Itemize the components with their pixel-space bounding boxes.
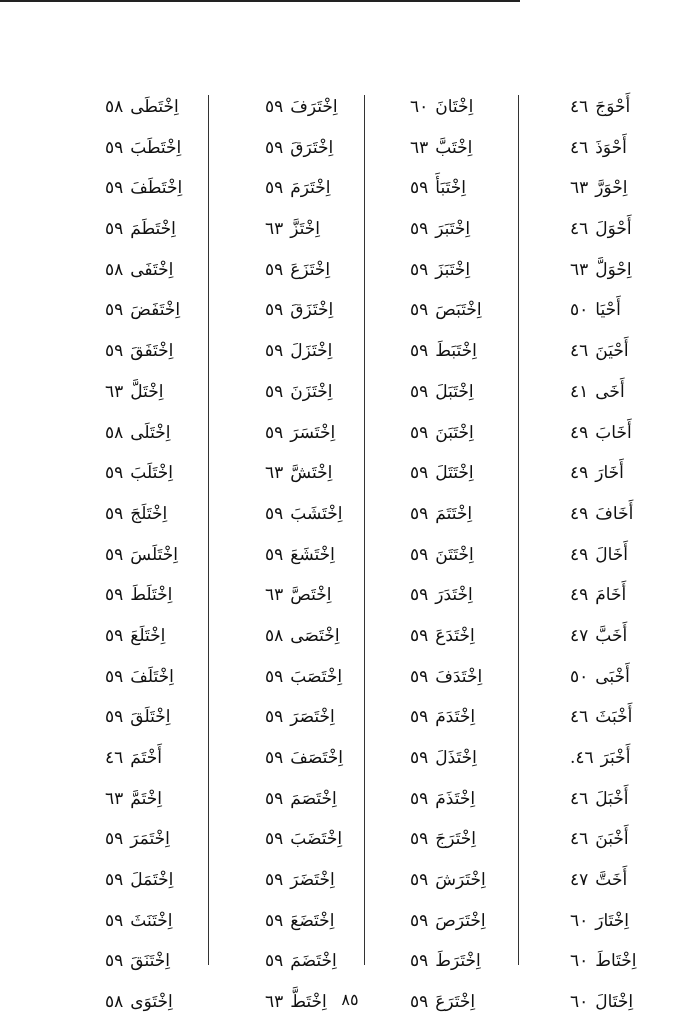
entry-word: أَخَتَّ <box>595 870 628 891</box>
entry-word: اِخْتَنَثَ <box>130 910 173 931</box>
entry-page-number: ٦٠ <box>570 951 589 972</box>
entry-word: اِخْتَطَّ <box>290 992 327 1013</box>
entry-word: أَخْبَنَ <box>595 829 629 850</box>
index-entry <box>570 453 670 494</box>
entry-page-number: ٥٩ <box>410 585 429 606</box>
entry-page-number: ٥٩ <box>410 870 429 891</box>
entry-word: اِخْتَلَطَ <box>130 585 173 606</box>
entry-word: اِحْوَرَّ <box>595 178 628 199</box>
index-entry <box>570 209 670 250</box>
entry-page-number: ٥٩ <box>105 829 124 850</box>
entry-page-number: ٥٨ <box>105 422 124 443</box>
entry-word: اِخْتَزَّ <box>290 219 321 240</box>
entry-word: اِخْتَصَفَ <box>290 748 343 768</box>
index-entry <box>410 616 525 657</box>
index-entry <box>570 941 670 982</box>
entry-word: اِخْتَلَجَ <box>130 503 168 524</box>
entry-page-number: ٥٩ <box>105 666 124 687</box>
index-entry <box>570 331 670 372</box>
index-entry <box>570 535 670 576</box>
entry-page-number: ٦٣ <box>570 178 589 199</box>
entry-page-number: ٤٩ <box>570 503 589 524</box>
entry-page-number: ٦٣ <box>265 219 284 240</box>
entry-page-number: ٤٦ <box>570 137 589 158</box>
entry-page-number: ٥٩ <box>105 585 124 606</box>
entry-page-number: ٥٩ <box>105 137 124 158</box>
entry-page-number: ٥٩ <box>410 951 429 972</box>
entry-word: اِخْتَزَقَ <box>290 300 334 321</box>
index-entry <box>570 657 670 698</box>
index-entry <box>410 413 525 454</box>
index-entry <box>410 372 525 413</box>
entry-page-number: ٦٣ <box>570 259 589 280</box>
index-entry <box>265 616 380 657</box>
entry-word: أَخْتَمَ <box>130 748 162 768</box>
entry-page-number: ٥٩ <box>265 259 284 280</box>
entry-page-number: ٥٨ <box>105 97 124 117</box>
index-entry <box>570 616 670 657</box>
index-entry <box>570 738 670 779</box>
entry-word: اِخْتَذَلَ <box>435 748 477 768</box>
entry-word: اِخْتَرَطَ <box>435 951 481 972</box>
entry-page-number: ٥٨ <box>265 625 284 646</box>
index-entry <box>410 860 525 901</box>
entry-page-number: ٦٣ <box>105 381 124 402</box>
entry-word: اِخْتَصَى <box>290 625 340 646</box>
index-entry <box>265 575 380 616</box>
index-entry <box>570 128 670 169</box>
index-column-1 <box>570 87 670 1023</box>
entry-page-number: ٥٩ <box>105 870 124 891</box>
entry-word: اِخْتَضَمَ <box>290 951 337 972</box>
index-entry <box>265 290 380 331</box>
entry-page-number: ٥٩ <box>410 178 429 199</box>
entry-word: اِخْتَطَى <box>130 97 179 117</box>
entry-page-number: ٥٩ <box>265 829 284 850</box>
entry-page-number: ٥٩ <box>105 503 124 524</box>
index-entry <box>570 494 670 535</box>
index-entry <box>410 128 525 169</box>
index-entry <box>265 738 380 779</box>
entry-word: اِخْتَذَمَ <box>435 788 476 809</box>
entry-word: اِخْتَبَلَ <box>435 381 474 402</box>
index-entry <box>570 87 670 128</box>
entry-page-number: ٦٣ <box>105 788 124 809</box>
entry-page-number: ٥٩ <box>410 748 429 768</box>
entry-word: أَحْوَذَ <box>595 137 627 158</box>
entry-word: اِخْتَصَرَ <box>290 707 335 728</box>
entry-word: أَخْبَرَ <box>600 748 631 768</box>
entry-word: اِخْتَبَرَ <box>435 219 471 240</box>
entry-word: اِخْتَتَنَ <box>435 544 474 565</box>
entry-page-number: ٦٣ <box>410 137 429 158</box>
index-entry <box>105 87 215 128</box>
index-entry <box>105 290 215 331</box>
entry-word: اِخْتَبَصَ <box>435 300 482 321</box>
entry-word: اِخْتَبَطَ <box>435 341 477 362</box>
entry-page-number: ٥٩ <box>105 707 124 728</box>
index-column-3 <box>265 87 380 1023</box>
index-entry <box>105 168 215 209</box>
entry-word: اِخْتَضَبَ <box>290 829 343 850</box>
entry-word: اِخْتَلَبَ <box>130 463 173 484</box>
entry-page-number: ٤٦ <box>570 97 589 117</box>
index-entry <box>105 494 215 535</box>
entry-page-number: ٥٩ <box>410 463 429 484</box>
index-column-4 <box>105 87 215 1023</box>
entry-page-number: ٥٩ <box>265 951 284 972</box>
index-entry <box>410 575 525 616</box>
index-entry <box>265 779 380 820</box>
entry-word: أَخْبَى <box>595 666 630 687</box>
entry-word: اِخْتَنَقَ <box>130 951 170 972</box>
entry-word: أَخْبَلَ <box>595 788 629 809</box>
entry-page-number: ٥٩ <box>265 870 284 891</box>
entry-word: اِخْتَتَمَ <box>435 503 473 524</box>
index-entry <box>410 738 525 779</box>
entry-page-number: ٥٩ <box>410 707 429 728</box>
index-entry <box>410 453 525 494</box>
entry-page-number: ٤٦ <box>570 788 589 809</box>
index-entry <box>410 657 525 698</box>
index-entry <box>265 372 380 413</box>
entry-word: اِخْتَرَقَ <box>290 137 334 158</box>
index-entry <box>410 535 525 576</box>
entry-page-number: ٥٩ <box>410 666 429 687</box>
entry-word: اِخْتَلَعَ <box>130 625 166 646</box>
entry-page-number: ٥٩ <box>410 910 429 931</box>
index-entry <box>265 901 380 942</box>
entry-page-number: ٦٠ <box>410 97 429 117</box>
entry-page-number: ٥٩ <box>265 910 284 931</box>
entry-word: أَخَافَ <box>595 503 634 524</box>
index-entry <box>265 209 380 250</box>
index-entry <box>570 860 670 901</box>
index-entry <box>105 453 215 494</box>
entry-word: أَخَارَ <box>595 463 624 484</box>
entry-page-number: ٥٩ <box>410 219 429 240</box>
entry-word: أَخَالَ <box>595 544 629 565</box>
index-entry <box>410 901 525 942</box>
entry-word: اِخْتَزَلَ <box>290 341 333 362</box>
entry-page-number: ٦٣ <box>265 585 284 606</box>
entry-word: أَخَى <box>595 381 625 402</box>
entry-word: اِخْتَدَفَ <box>435 666 483 687</box>
entry-word: اِخْتَفَى <box>130 259 174 280</box>
index-entry <box>105 250 215 291</box>
entry-word: اِخْتَبَأَ <box>435 178 466 199</box>
index-entry <box>570 901 670 942</box>
index-entry <box>105 128 215 169</box>
index-entry <box>570 250 670 291</box>
index-entry <box>105 535 215 576</box>
entry-page-number: ٥٩ <box>410 544 429 565</box>
index-entry <box>265 128 380 169</box>
entry-page-number: ٤٦ <box>570 829 589 850</box>
index-entry <box>410 697 525 738</box>
entry-page-number: ٥٩ <box>265 503 284 524</box>
index-entry <box>265 453 380 494</box>
entry-word: اِخْتَشَّ <box>290 463 333 484</box>
entry-page-number: ٦٣ <box>265 992 284 1013</box>
entry-page-number: ٥٩ <box>410 341 429 362</box>
entry-word: اِخْتَوَى <box>130 992 173 1013</box>
entry-word: أَخَبَّ <box>595 625 628 646</box>
index-entry <box>105 575 215 616</box>
entry-word: اِخْتَشَعَ <box>290 544 335 565</box>
entry-page-number: ٥٩ <box>265 707 284 728</box>
entry-word: اِخْتَاطَ <box>595 951 637 972</box>
entry-page-number: ٥٩ <box>265 422 284 443</box>
index-entry <box>265 657 380 698</box>
entry-word: اِخْتَرَصَ <box>435 910 486 931</box>
entry-page-number: ٥٩ <box>410 992 429 1013</box>
index-entry <box>105 697 215 738</box>
entry-page-number: ٥٩ <box>410 829 429 850</box>
index-entry <box>410 941 525 982</box>
index-entry <box>570 779 670 820</box>
entry-word: اِخْتَبَنَ <box>435 422 474 443</box>
entry-word: اِخْتَرَفَ <box>290 97 338 117</box>
index-entry <box>410 209 525 250</box>
entry-page-number: ٥٩ <box>265 300 284 321</box>
entry-page-number: ٥٩ <box>410 625 429 646</box>
entry-page-number: ٤٦ <box>570 341 589 362</box>
index-entry <box>265 331 380 372</box>
entry-page-number: ٥٨ <box>105 259 124 280</box>
index-entry <box>105 738 215 779</box>
entry-word: اِخْتَرَعَ <box>435 992 476 1013</box>
entry-page-number: ٥٩ <box>265 97 284 117</box>
entry-word: اِخْتَمَّ <box>130 788 162 809</box>
entry-page-number: ٥٩ <box>410 503 429 524</box>
entry-word: اِخْتَفَقَ <box>130 341 174 362</box>
entry-word: اِخْتَلَسَ <box>130 544 178 565</box>
entry-page-number: ٥٩ <box>410 381 429 402</box>
index-entry <box>265 819 380 860</box>
entry-page-number: ٥٠ <box>570 300 589 321</box>
entry-page-number: ٦٣ <box>265 463 284 484</box>
index-entry <box>570 168 670 209</box>
index-entry <box>105 413 215 454</box>
index-entry <box>410 168 525 209</box>
entry-page-number: ٤١ <box>570 381 589 402</box>
index-entry <box>410 494 525 535</box>
index-entry <box>410 331 525 372</box>
entry-page-number: ٥٩ <box>265 666 284 687</box>
entry-word: اِخْتَصَمَ <box>290 788 337 809</box>
entry-word: أَحْيَا <box>595 300 621 321</box>
entry-page-number: ٥٠ <box>570 666 589 687</box>
index-entry <box>410 779 525 820</box>
entry-page-number: ٥٩ <box>410 259 429 280</box>
index-entry <box>410 290 525 331</box>
entry-word: اِخْتَبَّ <box>435 137 473 158</box>
page-number: ٨٥ <box>341 990 359 1009</box>
index-entry <box>570 413 670 454</box>
top-rule <box>0 0 520 2</box>
entry-page-number: ٥٩ <box>265 748 284 768</box>
entry-word: اِخْتَارَ <box>595 910 630 931</box>
entry-word: اِحْوَلَّ <box>595 259 632 280</box>
entry-word: اِخْتَسَرَ <box>290 422 336 443</box>
entry-page-number: ٦٠ <box>570 910 589 931</box>
entry-word: أَخَابَ <box>595 422 632 443</box>
index-entry <box>105 372 215 413</box>
entry-word: اِخْتَشَبَ <box>290 503 343 524</box>
index-entry <box>265 860 380 901</box>
entry-page-number: ٦٠ <box>570 992 589 1013</box>
index-entry <box>105 860 215 901</box>
entry-page-number: ٥٩ <box>105 219 124 240</box>
index-entry <box>105 331 215 372</box>
entry-page-number: ٤٦ <box>570 219 589 240</box>
index-entry <box>265 494 380 535</box>
index-entry <box>265 535 380 576</box>
entry-word: اِخْتَدَمَ <box>435 707 476 728</box>
index-entry <box>265 413 380 454</box>
entry-word: اِخْتَطَبَ <box>130 137 182 158</box>
entry-word: اِخْتَصَبَ <box>290 666 343 687</box>
entry-page-number: ٥٩ <box>410 422 429 443</box>
entry-word: اِخْتَدَعَ <box>435 625 475 646</box>
entry-word: اِخْتَلَفَ <box>130 666 174 687</box>
entry-page-number: ٤٦ <box>105 748 124 768</box>
entry-page-number: ٥٩ <box>410 788 429 809</box>
entry-word: أَخَامَ <box>595 585 627 606</box>
entry-word: اِخْتَبَزَ <box>435 259 471 280</box>
entry-page-number: ٥٩ <box>105 544 124 565</box>
index-entry <box>105 819 215 860</box>
entry-word: اِخْتَرَجَ <box>435 829 476 850</box>
index-entry <box>265 168 380 209</box>
index-entry <box>410 819 525 860</box>
entry-word: أَحْوَلَ <box>595 219 632 240</box>
entry-word: اِخْتَلَقَ <box>130 707 171 728</box>
index-column-2 <box>410 87 525 1023</box>
entry-page-number: ٤٩ <box>570 544 589 565</box>
index-entry <box>410 250 525 291</box>
entry-word: اِخْتَانَ <box>435 97 474 117</box>
entry-word: اِخْتَلَّ <box>130 381 164 402</box>
index-entry <box>570 697 670 738</box>
index-entry <box>265 250 380 291</box>
entry-page-number: ٥٨ <box>105 992 124 1013</box>
entry-page-number: ٥٩ <box>105 910 124 931</box>
entry-page-number: ٥٩ <box>105 951 124 972</box>
index-entry <box>265 941 380 982</box>
index-entry <box>105 941 215 982</box>
entry-word: اِخْتَتَلَ <box>435 463 474 484</box>
index-entry <box>105 779 215 820</box>
entry-word: اِخْتَرَشَ <box>435 870 486 891</box>
entry-word: أَحْوَجَ <box>595 97 631 117</box>
index-entry <box>410 87 525 128</box>
index-entry <box>570 819 670 860</box>
entry-page-number: ٥٩ <box>105 178 124 199</box>
entry-page-number: ٤٩ <box>570 463 589 484</box>
entry-word: اِخْتَفَضَ <box>130 300 181 321</box>
index-entry <box>570 575 670 616</box>
entry-page-number: ٤٦. <box>570 748 594 768</box>
entry-word: اِخْتَالَ <box>595 992 634 1013</box>
entry-page-number: ٤٧ <box>570 625 589 646</box>
entry-page-number: ٤٦ <box>570 707 589 728</box>
entry-page-number: ٥٩ <box>265 381 284 402</box>
entry-page-number: ٤٩ <box>570 422 589 443</box>
entry-page-number: ٤٧ <box>570 870 589 891</box>
entry-page-number: ٥٩ <box>105 625 124 646</box>
entry-page-number: ٥٩ <box>265 341 284 362</box>
entry-word: اِخْتَمَلَ <box>130 870 174 891</box>
entry-word: اِخْتَزَنَ <box>290 381 333 402</box>
entry-page-number: ٥٩ <box>265 137 284 158</box>
entry-page-number: ٥٩ <box>410 300 429 321</box>
index-entry <box>265 697 380 738</box>
index-entry <box>265 87 380 128</box>
entry-word: اِخْتَلَى <box>130 422 171 443</box>
entry-word: اِخْتَطَفَ <box>130 178 183 199</box>
entry-page-number: ٥٩ <box>265 178 284 199</box>
index-entry <box>105 209 215 250</box>
index-entry <box>570 372 670 413</box>
entry-page-number: ٤٩ <box>570 585 589 606</box>
entry-word: اِخْتَضَعَ <box>290 910 335 931</box>
entry-word: أَحْيَنَ <box>595 341 629 362</box>
index-entry <box>105 616 215 657</box>
index-entry <box>570 290 670 331</box>
entry-page-number: ٥٩ <box>105 341 124 362</box>
entry-page-number: ٥٩ <box>265 544 284 565</box>
entry-word: اِخْتَدَرَ <box>435 585 473 606</box>
entry-word: اِخْتَمَرَ <box>130 829 170 850</box>
entry-page-number: ٥٩ <box>265 788 284 809</box>
entry-word: أَخْبَثَ <box>595 707 633 728</box>
entry-page-number: ٥٩ <box>105 300 124 321</box>
entry-word: اِخْتَصَّ <box>290 585 332 606</box>
entry-word: اِخْتَطَمَ <box>130 219 176 240</box>
entry-word: اِخْتَرَمَ <box>290 178 331 199</box>
entry-word: اِخْتَزَعَ <box>290 259 331 280</box>
entry-page-number: ٥٩ <box>105 463 124 484</box>
index-entry <box>105 901 215 942</box>
index-entry <box>105 657 215 698</box>
entry-word: اِخْتَضَرَ <box>290 870 335 891</box>
